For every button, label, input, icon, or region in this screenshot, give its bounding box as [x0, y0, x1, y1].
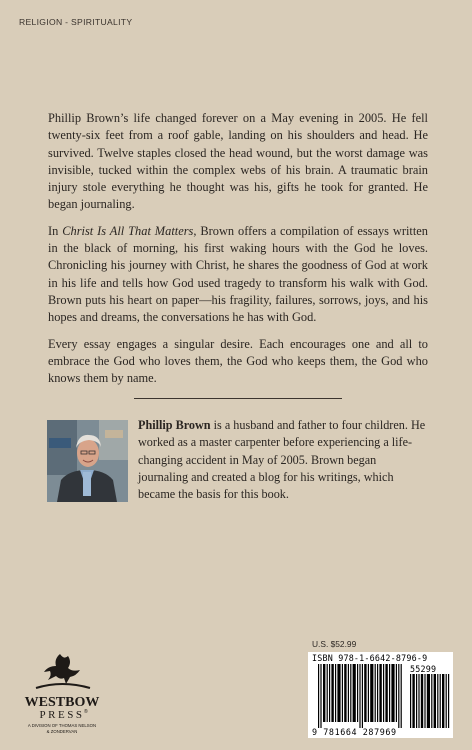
author-photo — [47, 420, 128, 502]
price-label: U.S. $52.99 — [312, 639, 357, 649]
isbn-number: ISBN 978-1-6642-8796-9 — [312, 653, 428, 663]
description-p2-rest: , Brown offers a compilation of essays written in the black of morning, his first waking hours with the God he loves. Chronicling his journey with Christ, he shares the goodness of God at work in his life and tells how God used tragedy to transform his walk with God. Brown puts his heart on paper—his fragility, failures, sorrows, joys, and his hopes and dreams, the conversations he has with God. — [48, 223, 429, 325]
registered-mark: ® — [84, 709, 88, 715]
description-p2-prefix: In — [48, 223, 63, 238]
publisher-name-line2: PRESS — [39, 709, 85, 721]
barcode-bars — [308, 652, 453, 738]
publisher-tagline-2: & ZONDERVAN — [46, 729, 78, 734]
description-paragraph-1: Phillip Brown’s life changed forever on a May evening in 2005. He fell twenty-six feet from a roof gable, landing on his shoulders and head. He survived. Twelve staples closed the head wound, but the worst damage was invisible, tucked within the complex webs of his brain. A traumatic brain injury stole everything he thought was his, gifts he took for granted. He began journaling. — [48, 111, 428, 212]
category-label: RELIGION - SPIRITUALITY — [19, 17, 133, 27]
ean-digits: 9 781664 287969 — [312, 727, 397, 737]
author-bio — [138, 417, 428, 503]
book-title-italic: Christ Is All That Matters — [62, 223, 194, 238]
description-paragraph-3: Every essay engages a singular desire. Each encourages one and all to embrace the God who loves them, the God who keeps them, the God who knows them by name. — [48, 336, 428, 386]
section-divider — [134, 398, 342, 399]
publisher-logo — [14, 650, 110, 742]
runner-icon — [44, 654, 80, 684]
publisher-tagline-1: A DIVISION OF THOMAS NELSON — [27, 723, 97, 728]
isbn-barcode — [308, 652, 453, 738]
book-description — [48, 110, 428, 387]
description-paragraph-2 — [48, 223, 428, 327]
barcode-addon-digits: 55299 — [410, 664, 437, 674]
author-name: Phillip Brown — [138, 418, 211, 432]
author-bio-text: is a husband and father to four children. He worked as a master carpenter before experiencing a life-changing accident in May of 2005. Brown began journaling and created a blog for his writings, which became the basis for this book. — [138, 418, 426, 502]
publisher-name-line1: WESTBOW — [24, 695, 100, 710]
